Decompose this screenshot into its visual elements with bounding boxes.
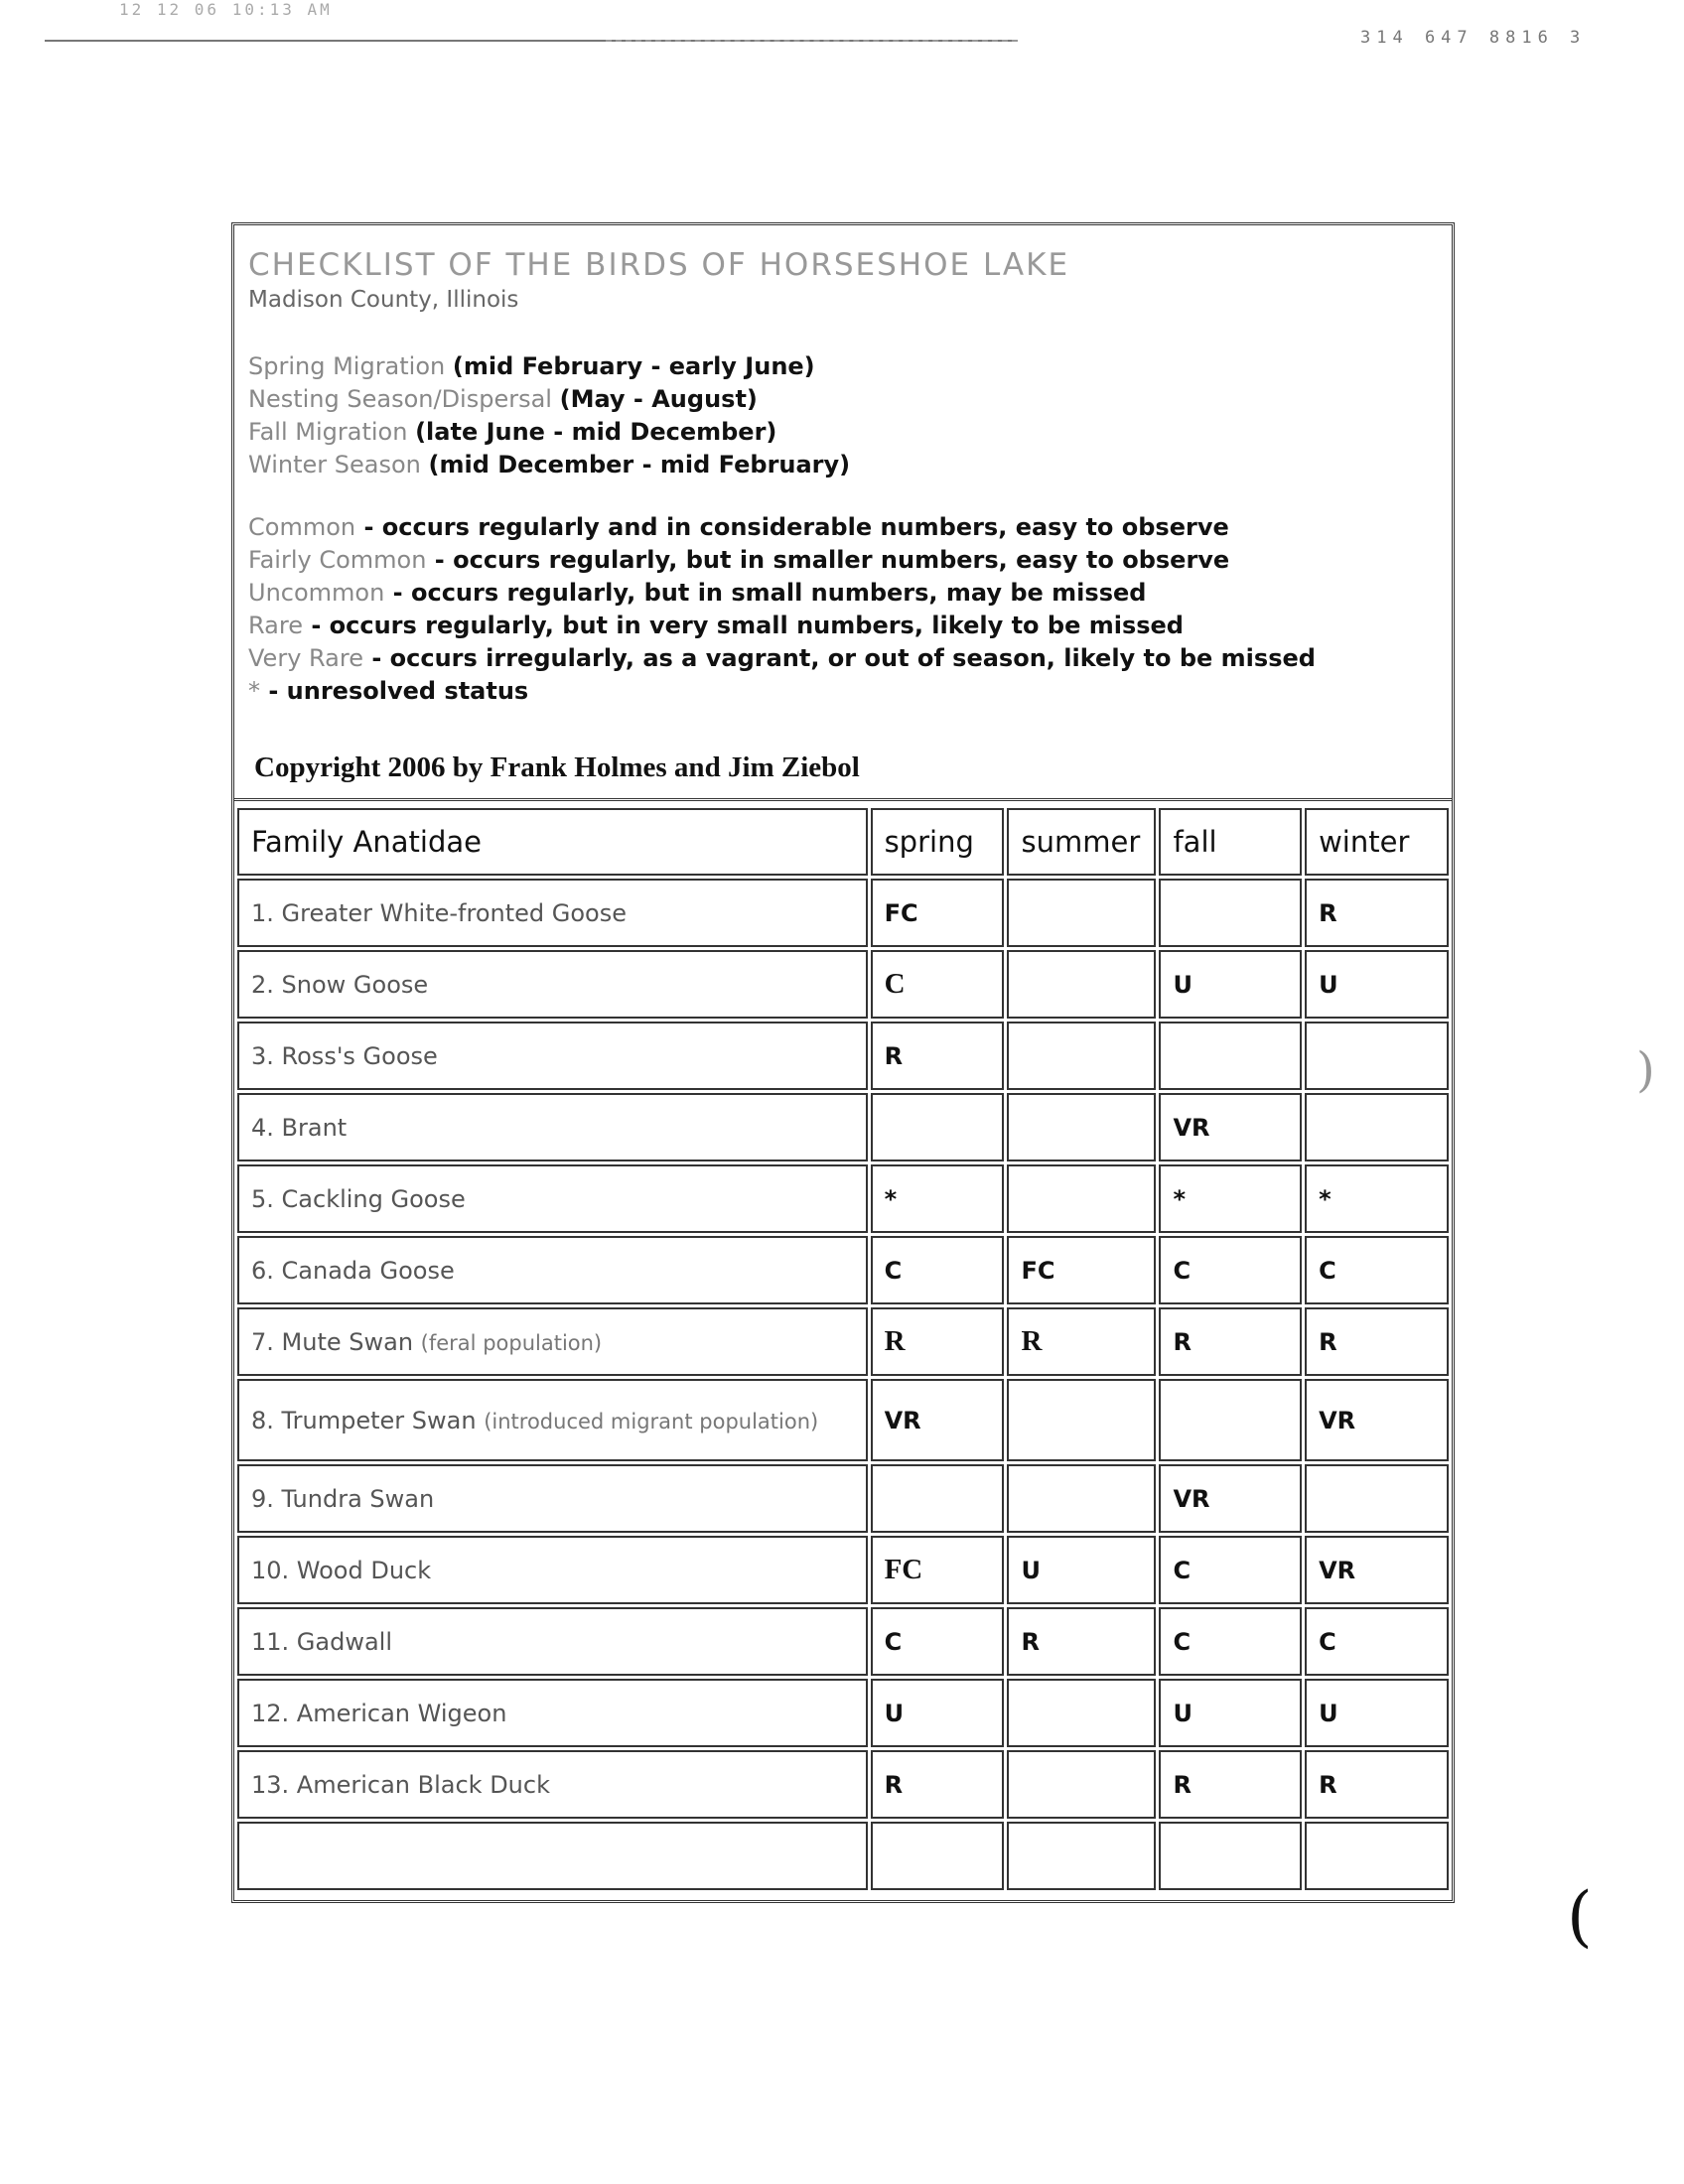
fall-status: * bbox=[1159, 1164, 1302, 1233]
species-name-text: 12. American Wigeon bbox=[251, 1699, 507, 1727]
fall-status bbox=[1159, 1822, 1302, 1890]
legend-line bbox=[248, 544, 1438, 577]
legend-desc: - occurs regularly, but in smaller numbers, easy to observe bbox=[426, 546, 1230, 574]
species-name bbox=[237, 1464, 868, 1533]
season-line bbox=[248, 416, 1438, 449]
fall-status: VR bbox=[1159, 1093, 1302, 1161]
species-name-text: 13. American Black Duck bbox=[251, 1770, 550, 1799]
table-row bbox=[237, 950, 1449, 1019]
column-header-winter: winter bbox=[1305, 808, 1449, 876]
season-name: Winter Season bbox=[248, 451, 421, 478]
legend-term: Common bbox=[248, 513, 356, 541]
species-name bbox=[237, 950, 868, 1019]
legend-desc: - occurs regularly, but in very small numbers, likely to be missed bbox=[302, 612, 1184, 639]
spring-status: R bbox=[871, 1307, 1005, 1376]
season-definitions bbox=[248, 350, 1438, 481]
season-line bbox=[248, 449, 1438, 481]
checklist-document bbox=[231, 222, 1455, 1903]
winter-status: R bbox=[1305, 1750, 1449, 1819]
spring-status: C bbox=[871, 1607, 1005, 1676]
handwritten-bracket-mark: ( bbox=[1567, 1878, 1593, 1955]
legend-term: Uncommon bbox=[248, 579, 385, 607]
summer-status bbox=[1007, 1822, 1156, 1890]
fall-status bbox=[1159, 1379, 1302, 1461]
legend-term: Very Rare bbox=[248, 644, 363, 672]
season-range: (May - August) bbox=[559, 385, 758, 413]
column-header-family: Family Anatidae bbox=[237, 808, 868, 876]
species-name bbox=[237, 1536, 868, 1604]
species-name-text: 4. Brant bbox=[251, 1113, 348, 1142]
species-name bbox=[237, 1307, 868, 1376]
species-name-text: 5. Cackling Goose bbox=[251, 1184, 466, 1213]
winter-status bbox=[1305, 1093, 1449, 1161]
fall-status: U bbox=[1159, 950, 1302, 1019]
winter-status: R bbox=[1305, 879, 1449, 947]
winter-status bbox=[1305, 1822, 1449, 1890]
summer-status bbox=[1007, 1093, 1156, 1161]
legend-term: Rare bbox=[248, 612, 303, 639]
species-name-text: 11. Gadwall bbox=[251, 1627, 393, 1656]
spring-status: C bbox=[871, 1236, 1005, 1304]
table-row bbox=[237, 1750, 1449, 1819]
table-row bbox=[237, 1164, 1449, 1233]
season-range: (late June - mid December) bbox=[415, 418, 777, 446]
table-row bbox=[237, 1679, 1449, 1747]
season-range: (mid February - early June) bbox=[452, 352, 815, 380]
species-name-text: 2. Snow Goose bbox=[251, 970, 429, 999]
table-row bbox=[237, 1464, 1449, 1533]
species-name-text: 9. Tundra Swan bbox=[251, 1484, 435, 1513]
summer-status bbox=[1007, 1379, 1156, 1461]
page-subtitle: Madison County, Illinois bbox=[248, 287, 519, 313]
legend-desc: - unresolved status bbox=[260, 677, 529, 705]
fall-status: R bbox=[1159, 1750, 1302, 1819]
species-name bbox=[237, 1093, 868, 1161]
legend-term: * bbox=[248, 677, 260, 705]
winter-status: * bbox=[1305, 1164, 1449, 1233]
species-note: (feral population) bbox=[420, 1330, 603, 1355]
column-header-spring: spring bbox=[871, 808, 1005, 876]
species-name bbox=[237, 879, 868, 947]
spring-status: U bbox=[871, 1679, 1005, 1747]
legend-line bbox=[248, 577, 1438, 610]
summer-status: FC bbox=[1007, 1236, 1156, 1304]
table-row-empty bbox=[237, 1822, 1449, 1890]
fax-header-right: 314 647 8816 3 bbox=[1360, 28, 1587, 48]
legend-line bbox=[248, 642, 1438, 675]
legend-term: Fairly Common bbox=[248, 546, 427, 574]
page-title: CHECKLIST OF THE BIRDS OF HORSESHOE LAKE bbox=[248, 247, 1070, 283]
table-row bbox=[237, 1536, 1449, 1604]
summer-status bbox=[1007, 879, 1156, 947]
season-name: Spring Migration bbox=[248, 352, 446, 380]
winter-status: U bbox=[1305, 950, 1449, 1019]
winter-status: VR bbox=[1305, 1379, 1449, 1461]
species-name-text: 6. Canada Goose bbox=[251, 1256, 455, 1285]
fall-status: C bbox=[1159, 1536, 1302, 1604]
species-name-text: 1. Greater White-fronted Goose bbox=[251, 898, 628, 927]
summer-status bbox=[1007, 1679, 1156, 1747]
summer-status: R bbox=[1007, 1307, 1156, 1376]
species-name bbox=[237, 1750, 868, 1819]
table-row bbox=[237, 1236, 1449, 1304]
fall-status bbox=[1159, 879, 1302, 947]
column-header-summer: summer bbox=[1007, 808, 1156, 876]
scan-margin-mark: ) bbox=[1636, 1042, 1655, 1098]
species-name-text: 10. Wood Duck bbox=[251, 1556, 432, 1584]
spring-status bbox=[871, 1093, 1005, 1161]
winter-status: C bbox=[1305, 1236, 1449, 1304]
spring-status: FC bbox=[871, 1536, 1005, 1604]
column-header-fall: fall bbox=[1159, 808, 1302, 876]
table-row bbox=[237, 1093, 1449, 1161]
season-line bbox=[248, 383, 1438, 416]
species-name bbox=[237, 1164, 868, 1233]
species-name bbox=[237, 1379, 868, 1461]
species-name bbox=[237, 1022, 868, 1090]
fall-status bbox=[1159, 1022, 1302, 1090]
species-name bbox=[237, 1607, 868, 1676]
summer-status bbox=[1007, 1750, 1156, 1819]
bird-checklist-table bbox=[234, 805, 1452, 1893]
table-row bbox=[237, 1607, 1449, 1676]
spring-status: C bbox=[871, 950, 1005, 1019]
legend-desc: - occurs regularly, but in small numbers, may be missed bbox=[384, 579, 1147, 607]
table-header-row bbox=[237, 808, 1449, 876]
checklist-header bbox=[234, 225, 1452, 801]
legend-desc: - occurs regularly and in considerable numbers, easy to observe bbox=[355, 513, 1229, 541]
species-name bbox=[237, 1679, 868, 1747]
fall-status: C bbox=[1159, 1236, 1302, 1304]
fall-status: U bbox=[1159, 1679, 1302, 1747]
spring-status: FC bbox=[871, 879, 1005, 947]
species-name-text: 7. Mute Swan bbox=[251, 1327, 414, 1356]
spring-status: R bbox=[871, 1750, 1005, 1819]
species-name bbox=[237, 1822, 868, 1890]
summer-status bbox=[1007, 950, 1156, 1019]
winter-status: R bbox=[1305, 1307, 1449, 1376]
summer-status: U bbox=[1007, 1536, 1156, 1604]
season-name: Fall Migration bbox=[248, 418, 408, 446]
spring-status: R bbox=[871, 1022, 1005, 1090]
species-name-text: 8. Trumpeter Swan bbox=[251, 1406, 477, 1434]
legend-desc: - occurs irregularly, as a vagrant, or out of season, likely to be missed bbox=[362, 644, 1316, 672]
season-range: (mid December - mid February) bbox=[428, 451, 851, 478]
species-note: (introduced migrant population) bbox=[484, 1409, 819, 1433]
fall-status: R bbox=[1159, 1307, 1302, 1376]
species-name-text: 3. Ross's Goose bbox=[251, 1041, 438, 1070]
legend-line bbox=[248, 511, 1438, 544]
fall-status: C bbox=[1159, 1607, 1302, 1676]
legend-line bbox=[248, 610, 1438, 642]
table-row bbox=[237, 1379, 1449, 1461]
winter-status: U bbox=[1305, 1679, 1449, 1747]
season-name: Nesting Season/Dispersal bbox=[248, 385, 552, 413]
table-row bbox=[237, 1307, 1449, 1376]
summer-status: R bbox=[1007, 1607, 1156, 1676]
winter-status: C bbox=[1305, 1607, 1449, 1676]
legend-line bbox=[248, 675, 1438, 708]
spring-status bbox=[871, 1822, 1005, 1890]
table-row bbox=[237, 1022, 1449, 1090]
fax-header-left: 12 12 06 10:13 AM bbox=[119, 0, 333, 19]
table-row bbox=[237, 879, 1449, 947]
fax-rule-dashed bbox=[606, 40, 1018, 42]
winter-status: VR bbox=[1305, 1536, 1449, 1604]
summer-status bbox=[1007, 1164, 1156, 1233]
copyright-notice: Copyright 2006 by Frank Holmes and Jim Ziebol bbox=[254, 751, 860, 783]
spring-status: * bbox=[871, 1164, 1005, 1233]
winter-status bbox=[1305, 1022, 1449, 1090]
season-line bbox=[248, 350, 1438, 383]
summer-status bbox=[1007, 1464, 1156, 1533]
abundance-legend bbox=[248, 511, 1438, 708]
species-name bbox=[237, 1236, 868, 1304]
winter-status bbox=[1305, 1464, 1449, 1533]
spring-status bbox=[871, 1464, 1005, 1533]
summer-status bbox=[1007, 1022, 1156, 1090]
fall-status: VR bbox=[1159, 1464, 1302, 1533]
spring-status: VR bbox=[871, 1379, 1005, 1461]
